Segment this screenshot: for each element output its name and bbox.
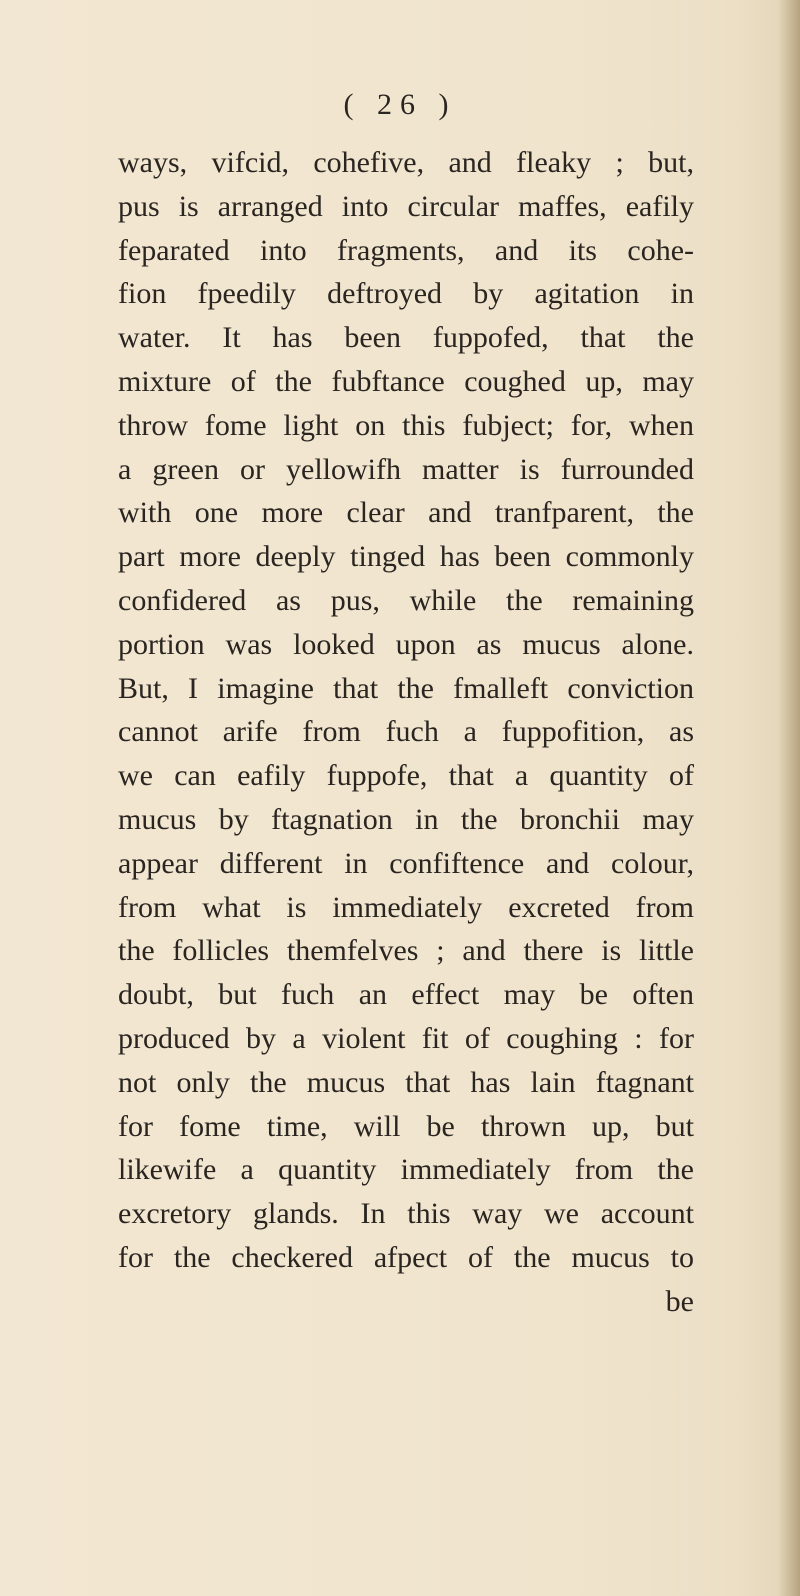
text-line: a green or yellowifh matter is furrounded — [118, 452, 694, 486]
text-line: But, I imagine that the fmalleft conviction — [118, 671, 694, 705]
text-line: likewife a quantity immediately from the — [118, 1153, 694, 1187]
text-line: for the checkered afpect of the mucus to — [118, 1240, 694, 1274]
text-line: part more deeply tinged has been commonly — [118, 540, 694, 574]
text-line: mucus by ftagnation in the bronchii may — [118, 802, 694, 836]
text-line: pus is arranged into circular maffes, eafily — [118, 189, 694, 223]
text-line: we can eafily fuppofe, that a quantity of — [118, 759, 694, 793]
text-line: feparated into fragments, and its cohe- — [118, 233, 694, 267]
text-line: throw fome light on this fubject; for, when — [118, 408, 694, 442]
page-number: ( 26 ) — [343, 88, 457, 121]
text-line: doubt, but fuch an effect may be often — [118, 978, 694, 1012]
text-line: the follicles themfelves ; and there is little — [118, 934, 694, 968]
text-line: ways, vifcid, cohefive, and fleaky ; but, — [118, 146, 694, 179]
text-line: produced by a violent fit of coughing : for — [118, 1021, 694, 1055]
text-line: with one more clear and tranfparent, the — [118, 496, 694, 530]
text-line: for fome time, will be thrown up, but — [118, 1109, 694, 1143]
text-line: fion fpeedily deftroyed by agitation in — [118, 277, 694, 311]
text-line: confidered as pus, while the remaining — [118, 583, 694, 617]
text-line: not only the mucus that has lain ftagnant — [118, 1065, 694, 1099]
page-edge-shadow — [778, 0, 800, 1596]
text-line: water. It has been fuppofed, that the — [118, 321, 694, 355]
text-line: from what is immediately excreted from — [118, 890, 694, 924]
text-line: cannot arife from fuch a fuppofition, as — [118, 715, 694, 749]
body-text — [118, 141, 694, 1324]
catchword: be — [665, 1284, 694, 1318]
text-line: appear different in confiftence and colour, — [118, 846, 694, 880]
text-line: mixture of the fubftance coughed up, may — [118, 364, 694, 398]
text-line: portion was looked upon as mucus alone. — [118, 627, 694, 661]
text-line: excretory glands. In this way we account — [118, 1197, 694, 1231]
